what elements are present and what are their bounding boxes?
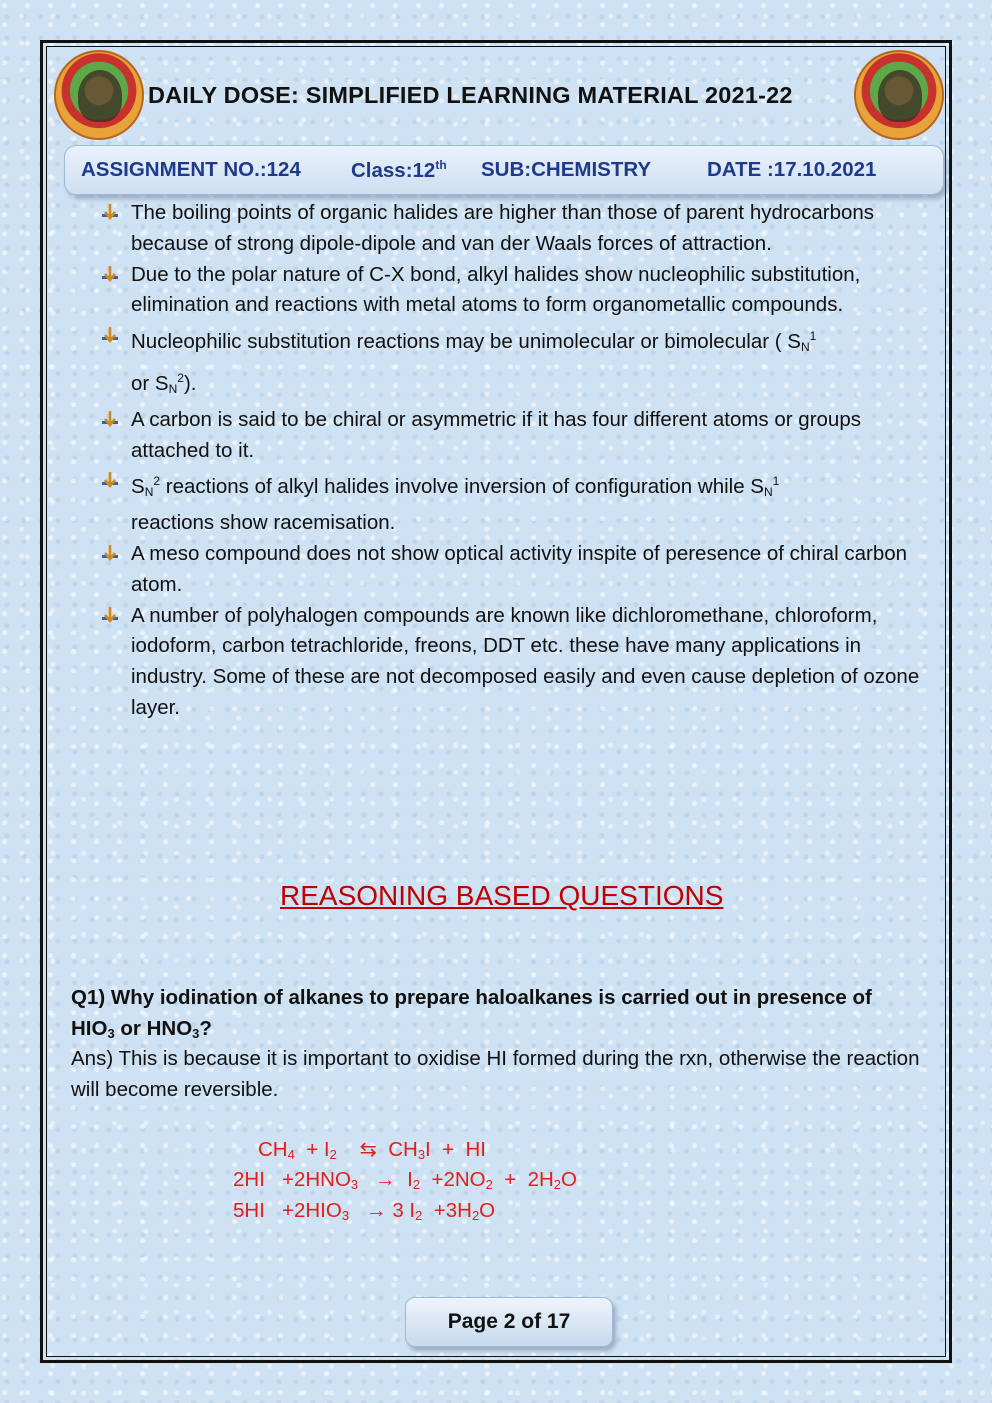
list-item: A meso compound does not show optical activity inspite of peresence of chiral carbon atom. bbox=[100, 539, 930, 601]
school-logo-right bbox=[854, 50, 944, 140]
equation-2: 2HI +2HNO3 → I2 +2NO2 + 2H2O bbox=[233, 1168, 577, 1192]
subject-info: SUB:CHEMISTRY bbox=[481, 158, 652, 181]
equation-3: 5HI +2HIO3 → 3 I2 +3H2O bbox=[233, 1199, 496, 1223]
summary-bullet-list bbox=[100, 198, 930, 724]
list-item: The boiling points of organic halides are higher than those of parent hydrocarbons because of strong dipole-dipole and van der Waals forces of attraction. bbox=[100, 198, 930, 260]
list-item: A carbon is said to be chiral or asymmetric if it has four different atoms or groups attached to it. bbox=[100, 405, 930, 467]
assignment-info-bar bbox=[64, 145, 944, 195]
class-info: Class:12th bbox=[351, 158, 447, 182]
school-logo-left bbox=[54, 50, 144, 140]
list-item: Nucleophilic substitution reactions may be unimolecular or bimolecular ( $S_N^1$ or $S_N^2$). bbox=[100, 321, 930, 405]
arrow-down-bullet-icon bbox=[100, 325, 120, 347]
list-item: $S_N^2$ reactions of alkyl halides involve inversion of configuration while $S_N^1$ reactions show racemisation. bbox=[100, 466, 930, 539]
arrow-down-bullet-icon bbox=[100, 202, 120, 224]
document-title: DAILY DOSE: SIMPLIFIED LEARNING MATERIAL 2021-22 bbox=[148, 82, 793, 108]
section-heading: REASONING BASED QUESTIONS bbox=[280, 880, 724, 911]
arrow-down-bullet-icon bbox=[100, 605, 120, 627]
assignment-number: ASSIGNMENT NO.:124 bbox=[81, 158, 301, 181]
list-item: Due to the polar nature of C-X bond, alkyl halides show nucleophilic substitution, elimination and reactions with metal atoms to form organometallic compounds. bbox=[100, 260, 930, 322]
arrow-down-bullet-icon bbox=[100, 264, 120, 286]
date-info: DATE :17.10.2021 bbox=[707, 158, 877, 181]
answer-1: Ans) This is because it is important to oxidise HI formed during the rxn, otherwise the reaction will become reversible. bbox=[71, 1047, 920, 1101]
arrow-down-bullet-icon bbox=[100, 409, 120, 431]
page-number-badge: Page 2 of 17 bbox=[405, 1297, 613, 1347]
arrow-down-bullet-icon bbox=[100, 470, 120, 492]
arrow-down-bullet-icon bbox=[100, 543, 120, 565]
question-1: Q1) Why iodination of alkanes to prepare haloalkanes is carried out in presence of HIO3 or HNO3? bbox=[71, 986, 872, 1041]
equation-1: CH4 + I2 ⇆ CH3I + HI bbox=[258, 1138, 486, 1162]
list-item: A number of polyhalogen compounds are known like dichloromethane, chloroform, iodoform, carbon tetrachloride, freons, DDT etc. these have many applications in industry. Some of these are not decomposed easily and even cause depletion of ozone layer. bbox=[100, 601, 930, 724]
